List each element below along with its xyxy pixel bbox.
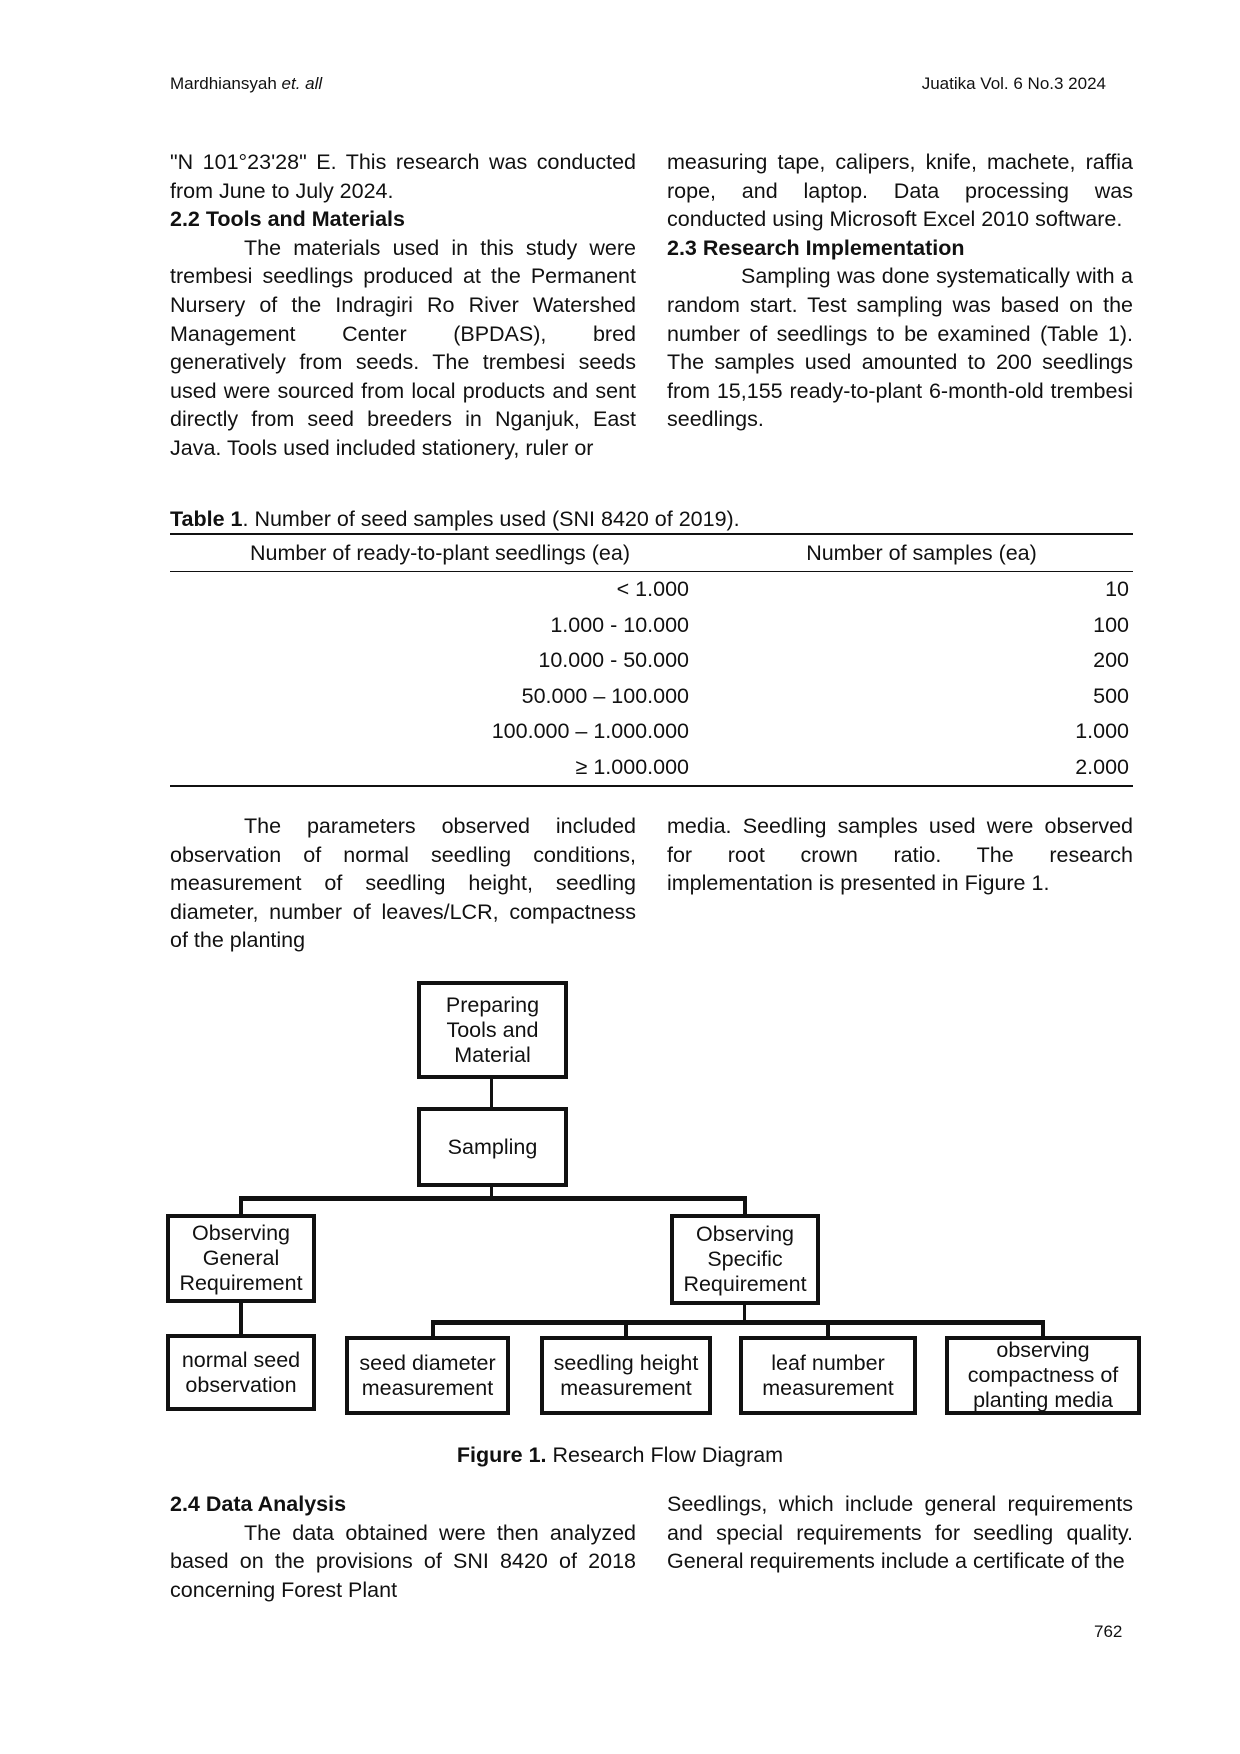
left-column-middle — [170, 812, 636, 955]
table-row — [170, 572, 1133, 608]
table-row — [170, 643, 1133, 679]
paragraph-tools: measuring tape, calipers, knife, machete, raffia rope, and laptop. Data processing was conducted using Microsoft Excel 2010 software. — [667, 150, 1133, 232]
table-cell-seedlings: 1.000 - 10.000 — [550, 612, 689, 637]
figure-label: Figure 1. — [456, 1443, 547, 1467]
table-row — [170, 679, 1133, 715]
paragraph-materials: The materials used in this study were trembesi seedlings produced at the Permanent Nursery of the Indragiri Ro River Watershed Management Center (BPDAS), bred generatively from seeds. The trembesi seeds used were sourced from local products and sent directly from seed breeders in Nganjuk, East Java. Tools used included stationery, ruler or — [170, 235, 636, 460]
table-cell-samples: 2.000 — [1075, 754, 1129, 779]
node-observing-general: Observing General Requirement — [166, 1214, 316, 1303]
connector-branch-level2 — [431, 1320, 1045, 1325]
paragraph-requirements: Seedlings, which include general requirements and special requirements for seedling quality. General requirements include a certificate of the — [667, 1492, 1133, 1574]
table-row — [170, 714, 1133, 750]
node-sampling: Sampling — [417, 1107, 568, 1187]
paragraph-sampling: Sampling was done systematically with a random start. Test sampling was based on the number of seedlings to be examined (Table 1). The samples used amounted to 200 seedlings from 15,155 ready-to-plant 6-month-old trembesi seedlings. — [667, 264, 1133, 432]
table-cell-samples: 10 — [1105, 577, 1129, 602]
running-header-author — [170, 74, 322, 94]
table-cell-seedlings: 50.000 – 100.000 — [521, 683, 689, 708]
connector-general-normal — [239, 1300, 243, 1336]
connector-preparing-sampling — [490, 1076, 493, 1110]
author-suffix: et. all — [281, 74, 323, 93]
node-observing-specific: Observing Specific Requirement — [670, 1214, 820, 1305]
table-caption-text: . Number of seed samples used (SNI 8420 of 2019). — [242, 507, 740, 531]
node-seedling-height: seedling height measurement — [540, 1336, 712, 1415]
table-cell-samples: 200 — [1093, 648, 1129, 673]
paragraph-root-crown: media. Seedling samples used were observed for root crown ratio. The research implementation is presented in Figure 1. — [667, 814, 1133, 896]
table-cell-seedlings: 100.000 – 1.000.000 — [491, 719, 689, 744]
node-leaf-number: leaf number measurement — [739, 1336, 917, 1415]
page-number: 762 — [1094, 1622, 1123, 1641]
table-cell-seedlings: 10.000 - 50.000 — [538, 648, 689, 673]
connector-branch-level1 — [239, 1196, 746, 1201]
table-row — [170, 750, 1133, 786]
right-column-top — [667, 148, 1133, 434]
table-row — [170, 608, 1133, 644]
table-header-seedlings: Number of ready-to-plant seedlings (ea) — [249, 540, 631, 565]
left-column-top — [170, 148, 636, 463]
paragraph-data-analysis: The data obtained were then analyzed based on the provisions of SNI 8420 of 2018 concerning Forest Plant — [170, 1520, 636, 1602]
table-caption — [170, 507, 740, 532]
figure-caption — [0, 1443, 1240, 1468]
table-header-samples: Number of samples (ea) — [806, 540, 1037, 565]
right-column-bottom — [667, 1490, 1133, 1576]
right-column-middle — [667, 812, 1133, 898]
paragraph-location: "N 101°23'28" E. This research was conducted from June to July 2024. — [170, 150, 636, 203]
author-name: Mardhiansyah — [170, 74, 277, 93]
table-header-row — [170, 535, 1133, 572]
left-column-bottom — [170, 1490, 636, 1604]
node-compactness: observing compactness of planting media — [945, 1336, 1141, 1415]
heading-tools-materials: 2.2 Tools and Materials — [170, 207, 405, 232]
connector-specific-down — [743, 1302, 746, 1322]
seed-samples-table — [170, 533, 1133, 787]
node-preparing-tools: Preparing Tools and Material — [417, 981, 568, 1079]
table-cell-samples: 1.000 — [1075, 719, 1129, 744]
heading-research-implementation: 2.3 Research Implementation — [667, 235, 965, 260]
paragraph-parameters: The parameters observed included observation of normal seedling conditions, measurement of seedling height, seedling diameter, number of leaves/LCR, compactness of the planting — [170, 814, 636, 953]
node-normal-seed-observation: normal seed observation — [166, 1334, 316, 1411]
running-header-journal: Juatika Vol. 6 No.3 2024 — [921, 74, 1106, 93]
table-cell-samples: 100 — [1093, 612, 1129, 637]
table-label: Table 1 — [170, 507, 243, 531]
table-cell-samples: 500 — [1093, 683, 1129, 708]
node-seed-diameter: seed diameter measurement — [345, 1336, 510, 1415]
table-cell-seedlings: ≥ 1.000.000 — [575, 754, 689, 779]
heading-data-analysis: 2.4 Data Analysis — [170, 1492, 347, 1516]
figure-caption-text: Research Flow Diagram — [546, 1443, 784, 1467]
table-cell-seedlings: < 1.000 — [616, 577, 689, 602]
